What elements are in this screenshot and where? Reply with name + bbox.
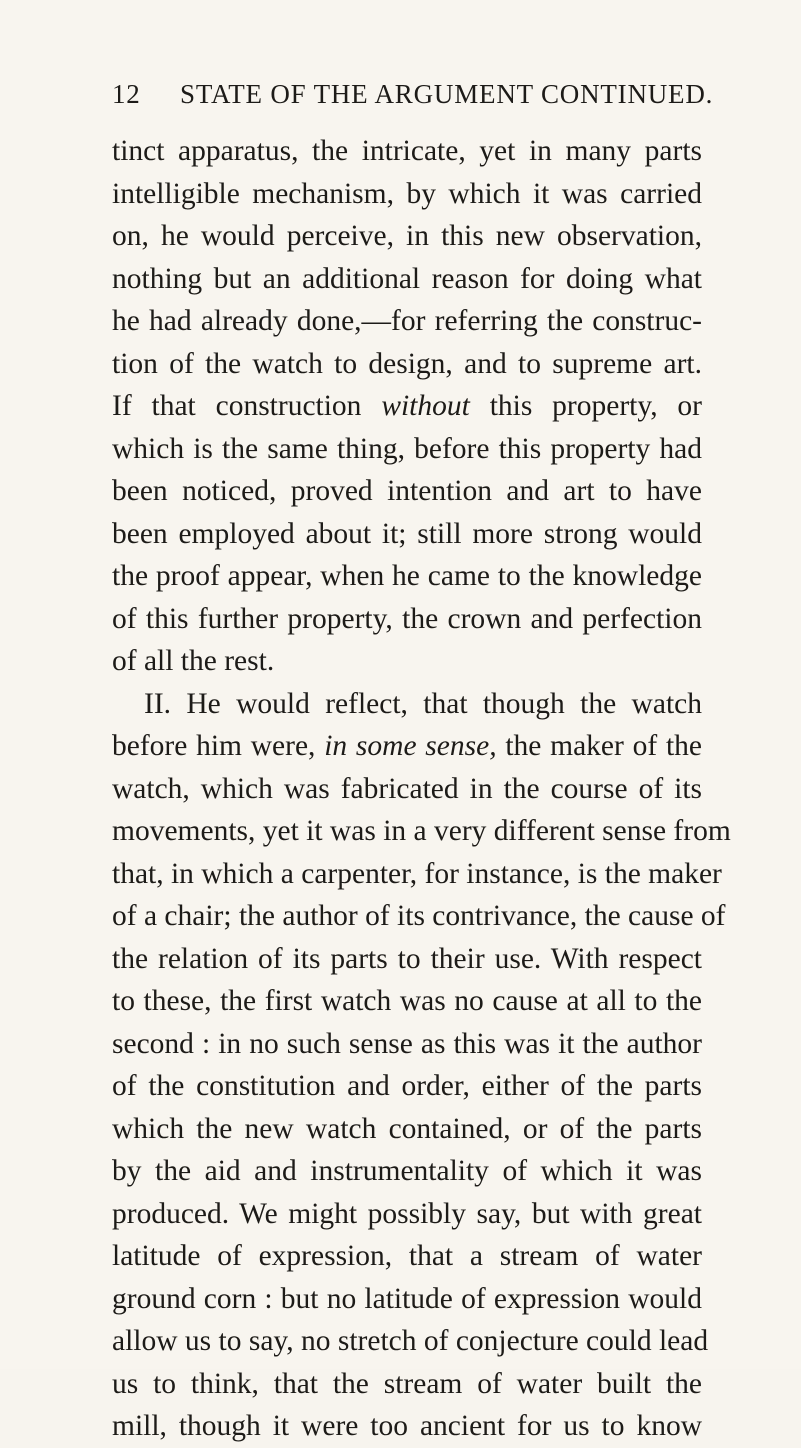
- text-line: that, in which a carpenter, for instance, is the maker: [112, 857, 722, 890]
- text-line: ground corn : but no latitude of expression would: [112, 1282, 702, 1315]
- text-line: second : in no such sense as this was it the author: [112, 1027, 702, 1060]
- text-line: on, he would perceive, in this new observation,: [112, 220, 702, 252]
- page-number: 12: [112, 79, 141, 109]
- text-line: been employed about it; still more strong would: [112, 517, 702, 550]
- text-line: the relation of its parts to their use. With respect: [112, 942, 702, 975]
- text-line: been noticed, proved intention and art to have: [112, 475, 702, 507]
- text-line: of the constitution and order, either of the parts: [112, 1070, 702, 1102]
- text-segment: before him were,: [112, 730, 325, 762]
- text-line: latitude of expression, that a stream of water: [112, 1240, 702, 1272]
- text-line: he had already done,—for referring the construc-: [112, 305, 702, 337]
- text-line: of all the rest.: [112, 645, 275, 677]
- text-segment: the maker of the: [496, 730, 702, 762]
- italic-text: in some sense,: [324, 730, 497, 762]
- text-line: to these, the first watch was no cause at all to the: [112, 985, 702, 1017]
- text-line: intelligible mechanism, by which it was carried: [112, 177, 702, 210]
- text-line: allow us to say, no stretch of conjecture could lead: [112, 1325, 709, 1357]
- text-line: of this further property, the crown and perfection: [112, 602, 702, 635]
- text-line: watch, which was fabricated in the course of its: [112, 772, 702, 805]
- page-header: [112, 74, 712, 114]
- italic-text: without: [381, 390, 470, 422]
- text-line: the proof appear, when he came to the knowledge: [112, 560, 702, 592]
- text-line: by the aid and instrumentality of which it was: [112, 1155, 702, 1187]
- text-line: which the new watch contained, or of the parts: [112, 1112, 702, 1145]
- text-line: [112, 385, 702, 428]
- text-line: [112, 725, 702, 768]
- text-line: mill, though it were too ancient for us to know: [112, 1410, 702, 1442]
- text-line: nothing but an additional reason for doing what: [112, 262, 702, 295]
- text-line: of a chair; the author of its contrivance, the cause of: [112, 900, 726, 932]
- running-head: STATE OF THE ARGUMENT CONTINUED.: [180, 79, 714, 109]
- paragraph-start-line: II. He would reflect, that though the watch: [144, 687, 702, 720]
- text-segment: If that construction: [112, 390, 382, 422]
- text-line: movements, yet it was in a very different sense from: [112, 815, 731, 847]
- text-segment: this property, or: [469, 390, 703, 422]
- text-line: which is the same thing, before this property had: [112, 432, 702, 465]
- body-text: [112, 130, 731, 1448]
- text-line: tion of the watch to design, and to supreme art.: [112, 347, 702, 380]
- text-line: tinct apparatus, the intricate, yet in many parts: [112, 135, 702, 167]
- text-line: us to think, that the stream of water built the: [112, 1367, 702, 1400]
- text-line: produced. We might possibly say, but with great: [112, 1197, 702, 1230]
